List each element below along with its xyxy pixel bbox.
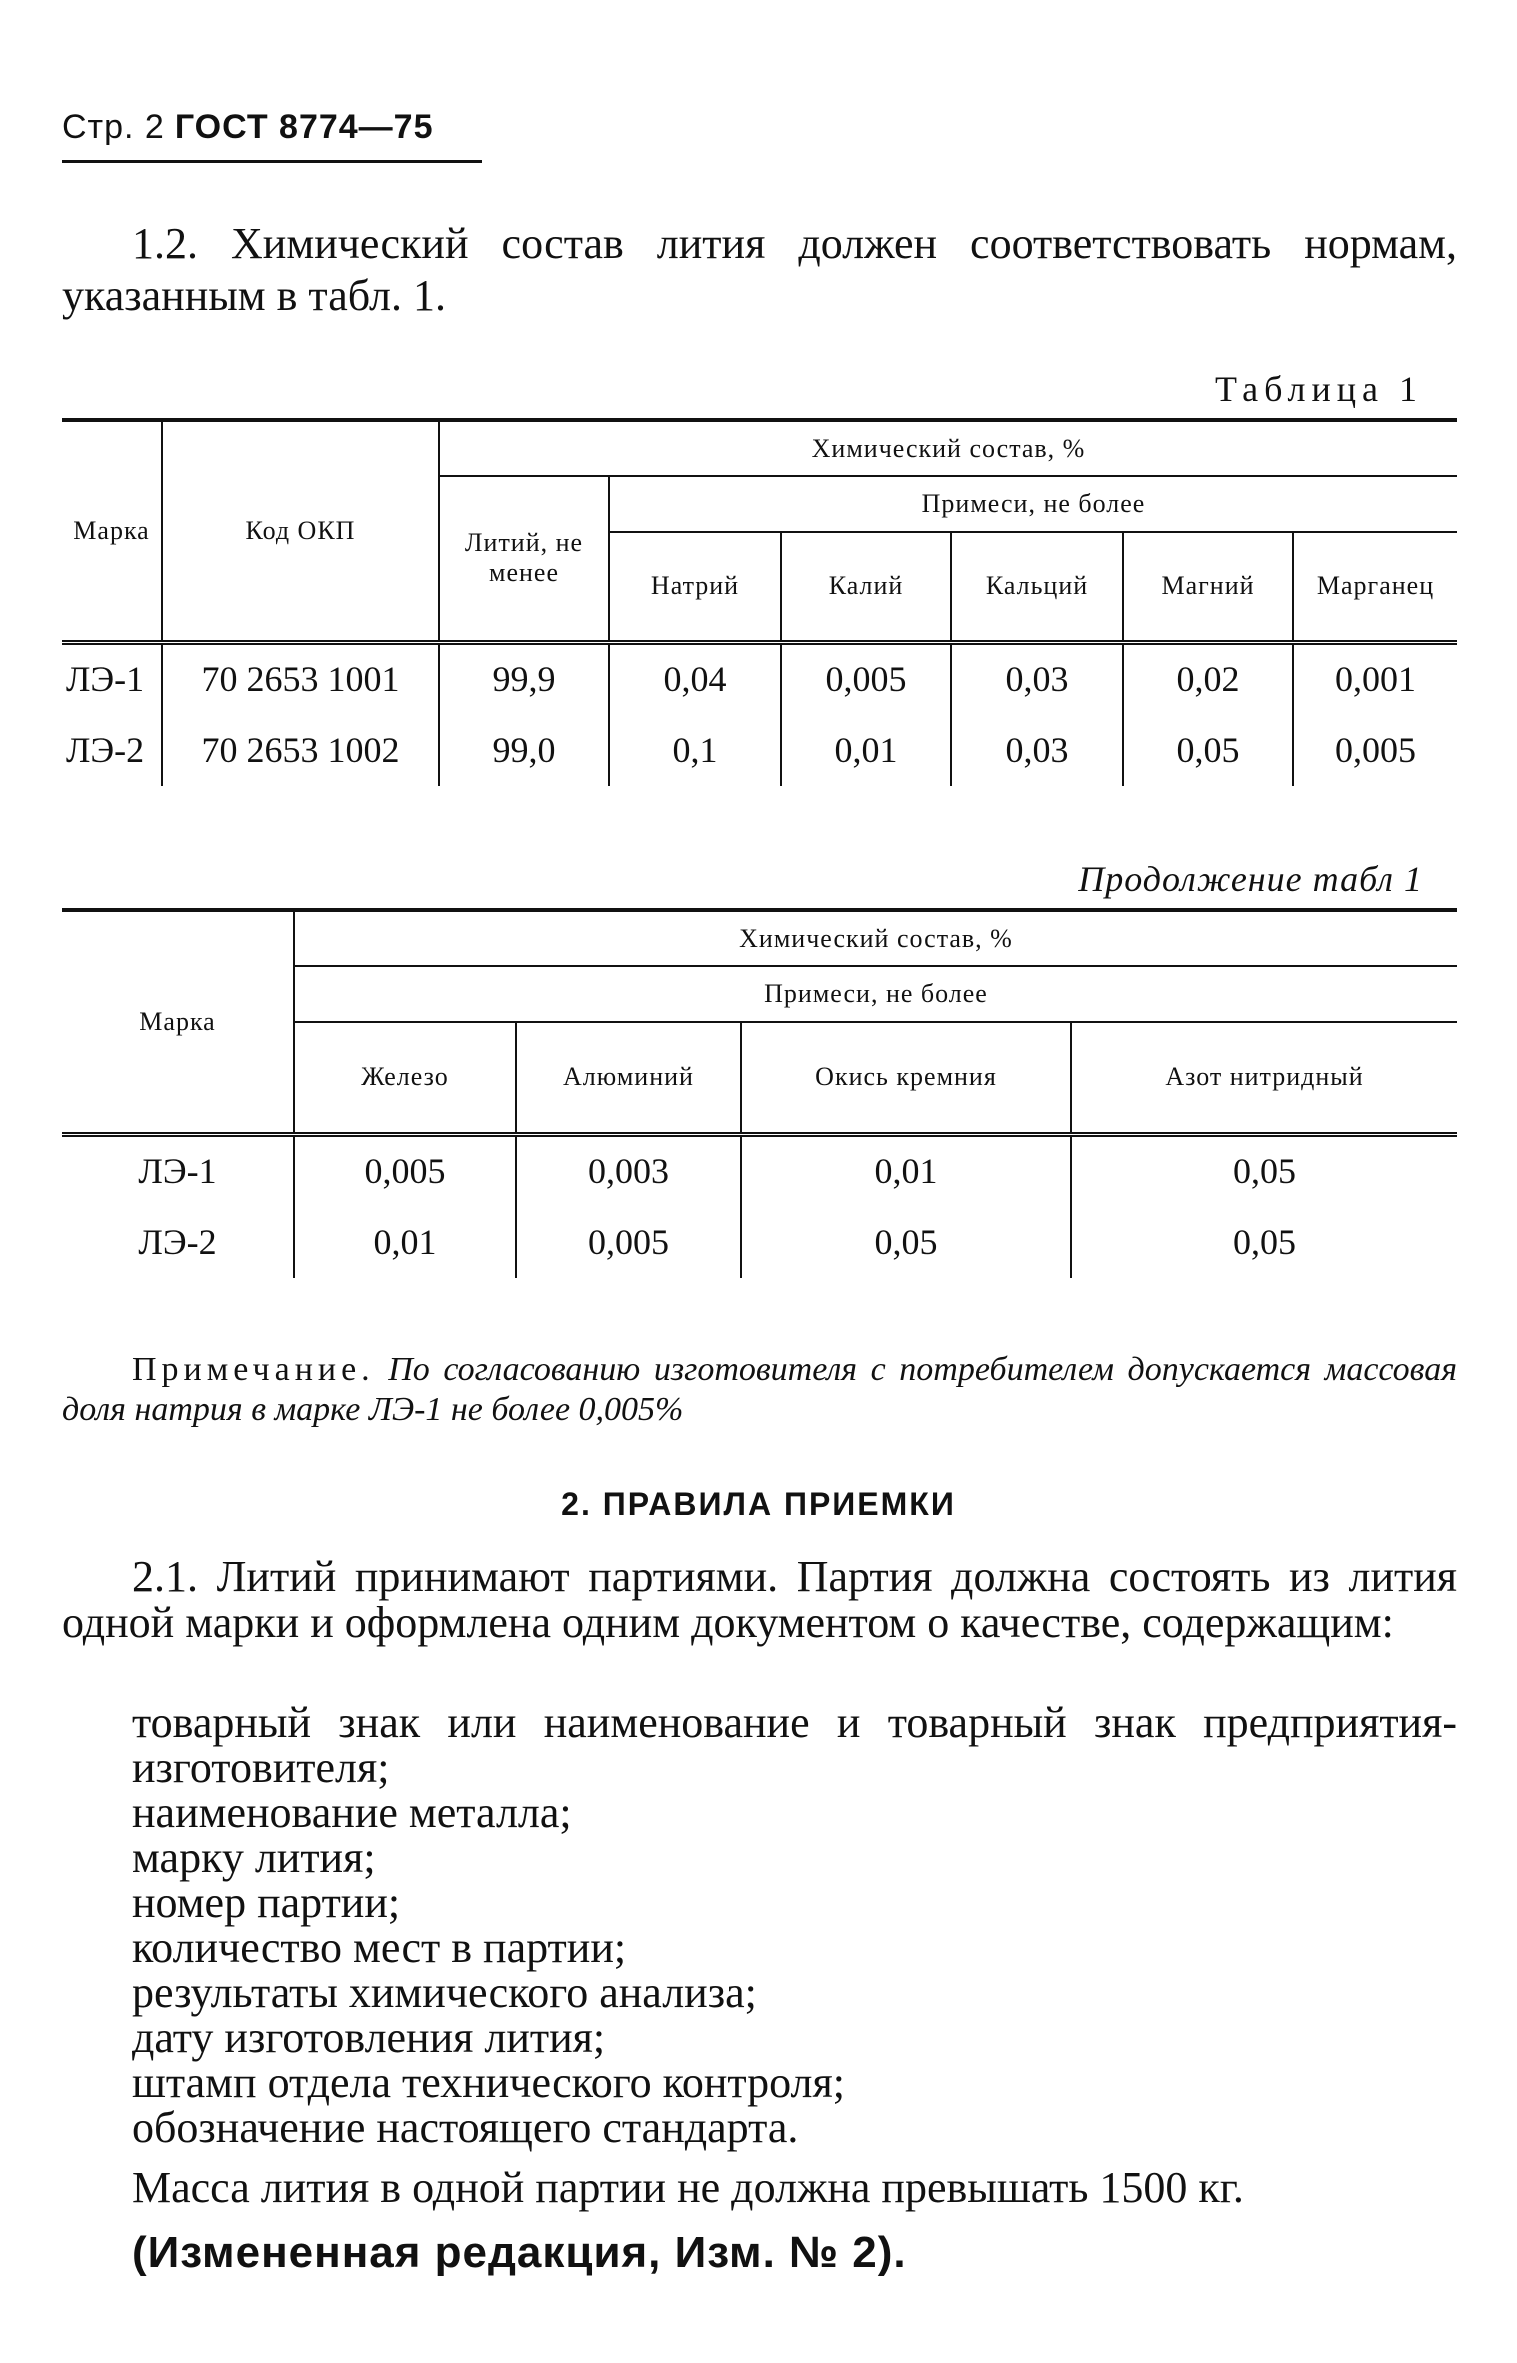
cell-marka: ЛЭ-2 [138,1222,217,1262]
table1-header-marka: Марка [62,420,162,642]
document-contents-list [132,1700,1457,2150]
list-item: дату изготовления лития; [132,2013,606,2062]
mass-limit-line: Масса лития в одной партии не должна превышать 1500 кг. [132,2163,1244,2212]
table1b-header-nitride-nitrogen: Азот нитридный [1071,1022,1457,1134]
page-number: Стр. 2 [62,108,165,146]
table-row [62,1134,1457,1206]
paragraph-1-2: 1.2. Химический состав лития должен соответствовать нормам, указанным в табл. 1. [62,219,1457,320]
cell-potassium: 0,01 [781,714,951,786]
table-row [62,642,1457,714]
table-note [62,1350,1457,1430]
cell-calcium: 0,03 [951,714,1123,786]
cell-kod: 70 2653 1002 [162,714,439,786]
table-row [62,714,1457,786]
table1b-header-chem: Химический состав, % [294,910,1457,966]
table1-continuation-caption: Продолжение табл 1 [1078,859,1423,899]
cell-nitride-nitrogen: 0,05 [1071,1134,1457,1206]
paragraph-2-1: 2.1. Литий принимают партиями. Партия должна состоять из лития одной марки и оформлена одним документом о качестве, содержащим: [62,1552,1457,1647]
cell-lithium: 99,9 [439,642,609,714]
table-row [62,1206,1457,1278]
cell-nitride-nitrogen: 0,05 [1071,1206,1457,1278]
section-2-title: 2. ПРАВИЛА ПРИЕМКИ [561,1486,956,1522]
list-item: марку лития; [132,1833,376,1882]
cell-magnesium: 0,02 [1123,642,1293,714]
cell-silica: 0,01 [741,1134,1071,1206]
list-item: обозначение настоящего стандарта. [132,2103,799,2152]
list-item: товарный знак или наименование и товарный знак предприятия-изготовителя; [132,1698,1457,1792]
cell-manganese: 0,001 [1293,642,1457,714]
table1-header-calcium: Кальций [951,532,1123,642]
header-rule [62,160,482,163]
table1b-header-impurities: Примеси, не более [294,966,1457,1022]
table-1 [62,418,1457,786]
revision-note: (Измененная редакция, Изм. № 2). [132,2228,907,2277]
table-1-continuation [62,908,1457,1278]
standard-code: ГОСТ 8774—75 [174,108,434,146]
table1b-header-marka: Марка [62,910,294,1134]
table1-header-manganese: Марганец [1293,532,1457,642]
cell-marka: ЛЭ-1 [62,642,162,714]
cell-sodium: 0,1 [609,714,781,786]
table1-header-chem: Химический состав, % [439,420,1457,476]
cell-marka: ЛЭ-2 [66,730,145,770]
cell-iron: 0,005 [294,1134,516,1206]
list-item: наименование металла; [132,1788,572,1837]
list-item: количество мест в партии; [132,1923,627,1972]
table1b-header-iron: Железо [294,1022,516,1134]
cell-lithium: 99,0 [439,714,609,786]
cell-potassium: 0,005 [781,642,951,714]
table1-caption: Таблица 1 [1215,369,1423,409]
table1-header-potassium: Калий [781,532,951,642]
cell-iron: 0,01 [294,1206,516,1278]
cell-manganese: 0,005 [1293,714,1457,786]
note-label: Примечание. [132,1351,375,1388]
cell-calcium: 0,03 [951,642,1123,714]
cell-kod: 70 2653 1001 [162,642,439,714]
table1-header-kod: Код ОКП [162,420,439,642]
list-item: штамп отдела технического контроля; [132,2058,845,2107]
list-item: номер партии; [132,1878,401,1927]
page-header [62,108,434,147]
table1b-header-silica: Окись кремния [741,1022,1071,1134]
cell-marka: ЛЭ-1 [62,1134,294,1206]
table1-header-sodium: Натрий [609,532,781,642]
table1-header-impurities: Примеси, не более [609,476,1457,532]
table1-header-magnesium: Магний [1123,532,1293,642]
table1b-header-aluminum: Алюминий [516,1022,741,1134]
table1-header-lithium: Литий, не менее [439,476,609,642]
cell-aluminum: 0,005 [516,1206,741,1278]
cell-aluminum: 0,003 [516,1134,741,1206]
cell-silica: 0,05 [741,1206,1071,1278]
cell-magnesium: 0,05 [1123,714,1293,786]
list-item: результаты химического анализа; [132,1968,757,2017]
note-text: По согласованию изготовителя с потребителем допускается массовая доля натрия в марке ЛЭ-1 не более 0,005% [62,1351,1457,1428]
cell-sodium: 0,04 [609,642,781,714]
